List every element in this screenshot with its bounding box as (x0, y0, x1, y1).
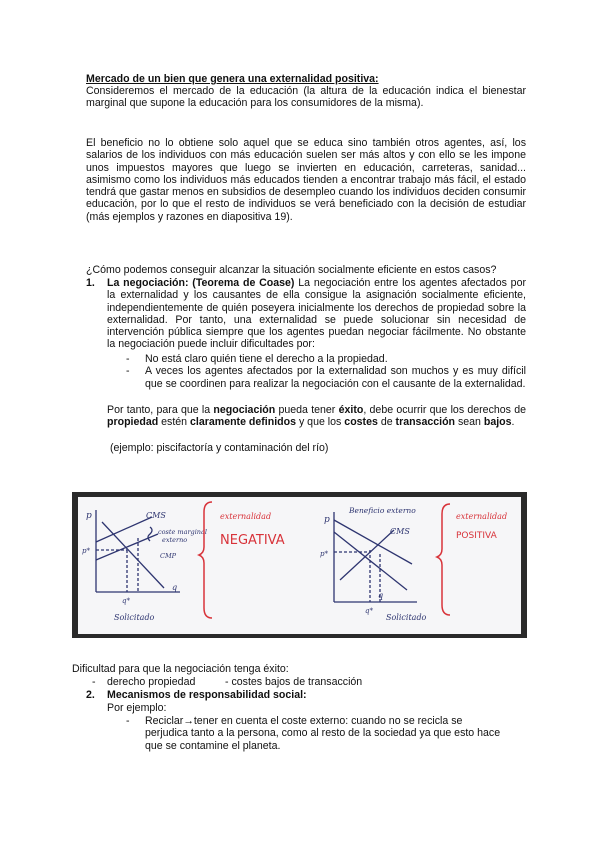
conclusion-text: estén (158, 416, 191, 429)
conclusion-bold: claramente definidos (190, 416, 296, 429)
item-1-number: 1. (86, 277, 95, 289)
right-p-star-label: p* (320, 550, 328, 558)
left-type-label: NEGATIVA (220, 533, 285, 548)
conclusion-bold: transacción (395, 416, 456, 429)
difficulty-item-b: - costes bajos de transacción (225, 676, 363, 688)
left-cost-label-2: externo (162, 536, 188, 544)
right-external-label: Beneficio externo (349, 506, 416, 515)
left-cms-label: CMS (146, 511, 166, 520)
conclusion-bold: propiedad (107, 416, 159, 429)
right-q-star-label: q* (365, 607, 373, 615)
handwritten-diagram-photo (72, 492, 527, 638)
conclusion-bold: bajos (483, 416, 512, 429)
left-p-star-label: p* (82, 547, 90, 555)
difficulty-text: A veces los agentes afectados por la externalidad son muchos y es muy difícil que se coordinen para realizar la negociación con el causante de la externalidad. (145, 365, 526, 390)
left-axis-y-label: p (86, 511, 92, 521)
recycle-text: Reciclar→tener en cuenta el coste externo: cuando no se recicla se perjudica tanto a la persona, como al resto de la sociedad ya que esto hace que se contamine el planeta. (145, 715, 501, 752)
left-quantity-label: Solicitado (114, 613, 155, 622)
list-item (126, 353, 526, 365)
intro-paragraph (86, 85, 526, 110)
conclusion-text: y que los (296, 416, 345, 429)
benefit-paragraph (86, 137, 526, 223)
example-note: (ejemplo: piscifactoría y contaminación del río) (110, 442, 329, 454)
conclusion-text: pueda tener (275, 404, 339, 416)
diagram-svg (72, 492, 527, 638)
conclusion-bold: costes (344, 416, 378, 429)
dash-marker: - (126, 353, 130, 365)
dash-marker: - (126, 715, 130, 727)
difficulty-title: Dificultad para que la negociación tenga éxito: (72, 663, 289, 675)
difficulty-text: No está claro quién tiene el derecho a la propiedad. (145, 353, 388, 365)
recycle-item (126, 715, 506, 752)
difficulties-list (126, 353, 526, 390)
right-bracket-label: externalidad (456, 512, 508, 521)
dash-marker: - (92, 676, 96, 688)
left-q-star-label: q* (122, 597, 130, 605)
conclusion-text: , debe ocurrir que los derechos de (363, 404, 526, 416)
benefit-text: El beneficio no lo obtiene solo aquel que se educa sino también otros agentes, así, los salarios de los individuos con más educación suelen ser más altos y con ello se les impone unos impuestos mayores que luego se invierten en educación, carreteras, sanidad... asimismo como los individuos más educados tienden a encontrar trabajo más fácil, el estado tendrá que gastar menos en subsidios de desempleo cuando los individuos deciden consumir educación, por lo que el resto de individuos se verá beneficiado con la decisión de estudiar (más ejemplos y razones en diapositiva 19). (86, 137, 526, 223)
right-cms-label: CMS (390, 527, 410, 536)
conclusion-bold: negociación (213, 404, 276, 416)
left-q-label: q (172, 583, 178, 592)
difficulty-item-a: derecho propiedad (107, 676, 196, 688)
item-1-body (107, 277, 526, 351)
intro-text: Consideremos el mercado de la educación (la altura de la educación indica el bienestar marginal que supone la educación para los consumidores de la misma). (86, 85, 526, 110)
conclusion-text: sean (455, 416, 484, 429)
conclusion-text: Por tanto, para que la (107, 404, 214, 416)
left-cost-label-1: coste marginal (158, 528, 207, 536)
right-type-label: POSITIVA (456, 531, 497, 541)
right-axis-y-label: p (324, 515, 330, 525)
left-bracket-label: externalidad (220, 512, 272, 521)
item-1-heading: La negociación: (Teorema de Coase) (107, 277, 295, 289)
list-item (126, 365, 526, 390)
item-2-number: 2. (86, 689, 95, 701)
negotiation-conclusion (107, 404, 526, 429)
question-line: ¿Cómo podemos conseguir alcanzar la situación socialmente eficiente en estos casos? (86, 264, 497, 276)
item-1-text: La negociación entre los agentes afectados por la externalidad y los causantes de ella consigue la asignación socialmente eficiente, independientemente de quién poseyera inicialmente los derechos de propiedad sobre la externalidad. Por tanto, una externalidad se puede solucionar sin necesidad de intervención pública siempre que los agentes puedan negociar fácilmente. No obstante la negociación puede incluir dificultades por: (107, 277, 526, 351)
left-cmp-label: CMP (160, 552, 177, 560)
item-2-heading: Mecanismos de responsabilidad social: (107, 689, 307, 701)
conclusion-text: de (377, 416, 396, 429)
dash-marker: - (126, 365, 130, 378)
conclusion-bold: éxito (338, 404, 364, 416)
right-axis-x-label: q (378, 591, 384, 600)
conclusion-text: . (511, 416, 515, 429)
section-title: Mercado de un bien que genera una externalidad positiva: (86, 73, 379, 85)
for-example-label: Por ejemplo: (107, 702, 167, 714)
right-quantity-label: Solicitado (386, 613, 427, 622)
